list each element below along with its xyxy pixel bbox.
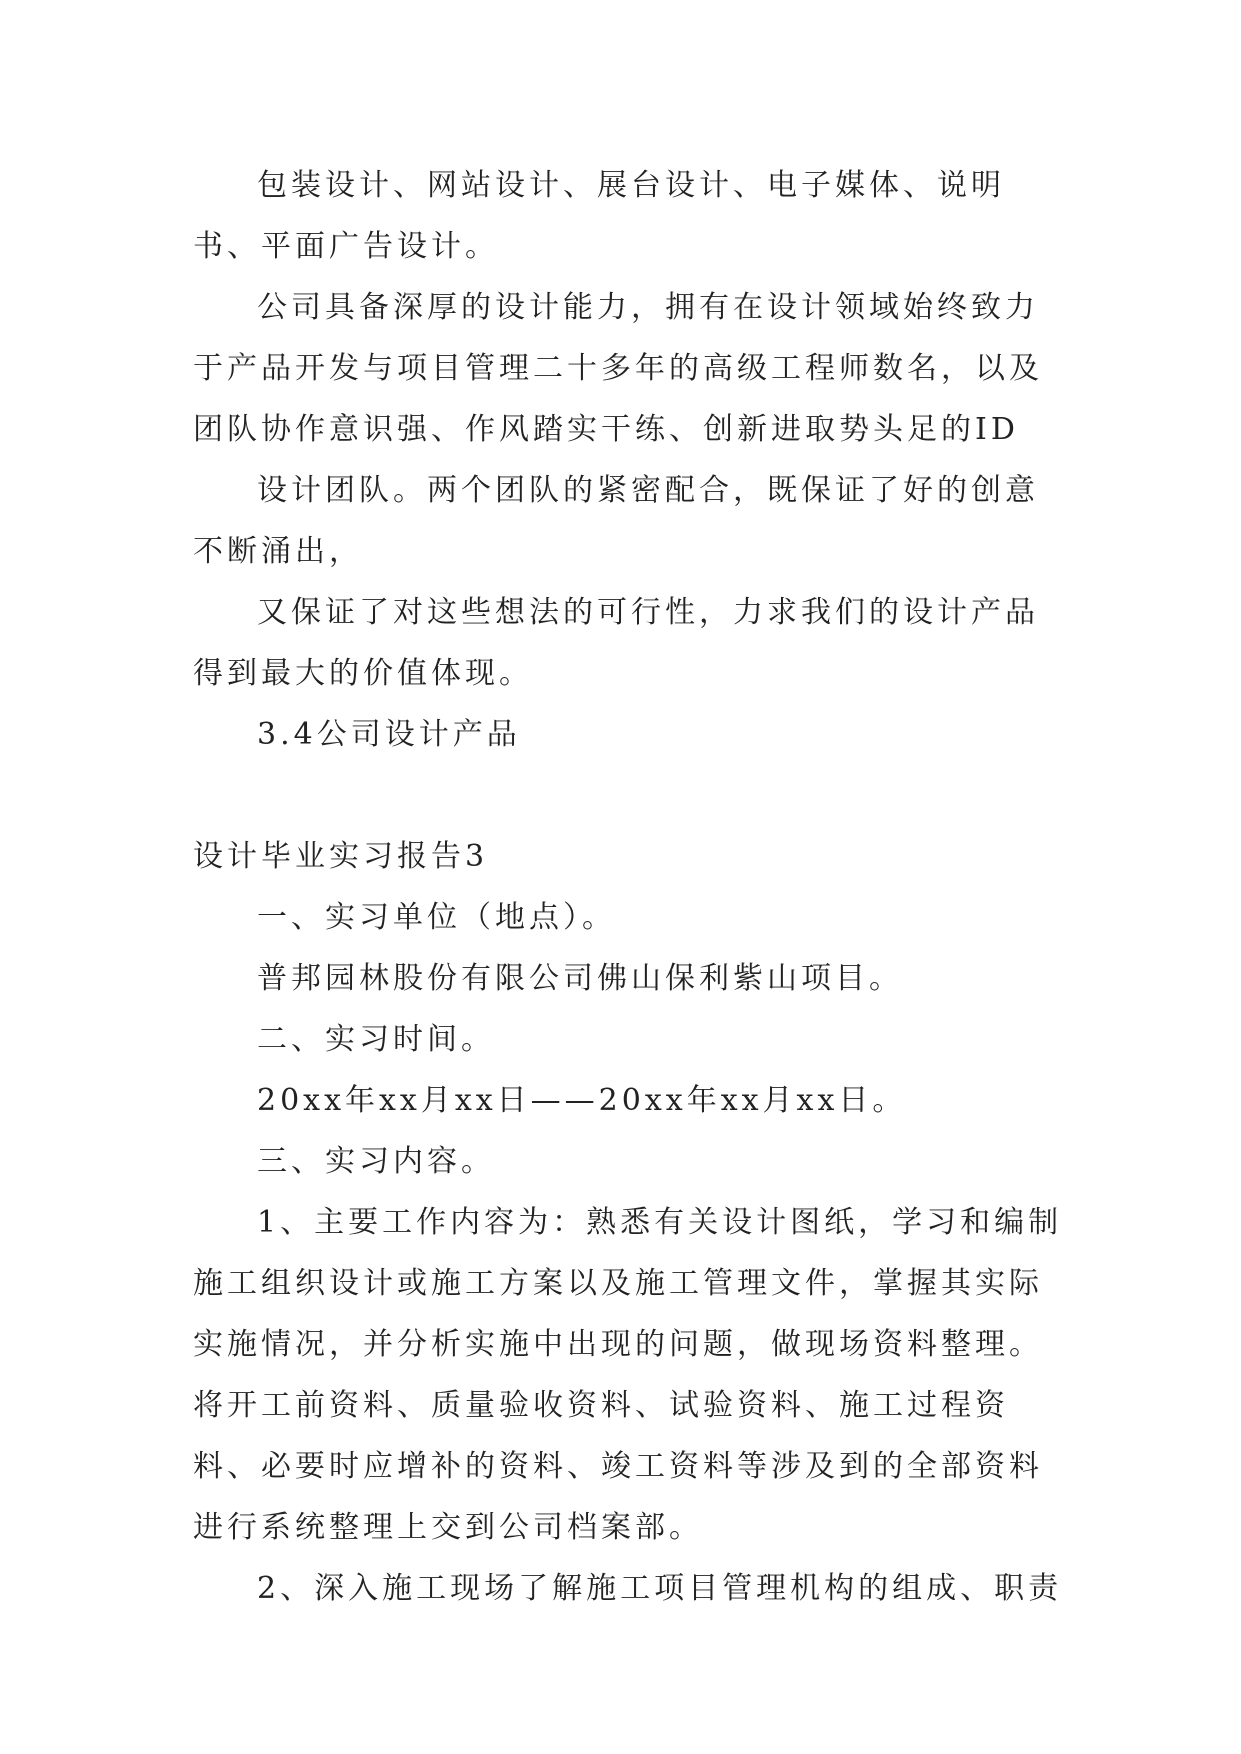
document-body: [193, 155, 1063, 1619]
section-title: 设计毕业实习报告3: [193, 839, 489, 874]
subsection-heading: 3.4公司设计产品: [257, 717, 521, 752]
item-time-range: 20xx年xx月xx日——20xx年xx月xx日。: [257, 1083, 907, 1118]
section-gap: [193, 765, 1063, 826]
item-unit-name: 普邦园林股份有限公司佛山保利紫山项目。: [257, 961, 903, 996]
item-internship-time: 二、实习时间。: [257, 1022, 495, 1057]
item-site-management: 2、深入施工现场了解施工项目管理机构的组成、职责: [257, 1571, 1063, 1606]
item-main-work: 1、主要工作内容为：熟悉有关设计图纸，学习和编制施工组织设计或施工方案以及施工管理文件，掌握其实际实施情况，并分析实施中出现的问题，做现场资料整理。将开工前资料、质量验收资料、试验资料、施工过程资料、必要时应增补的资料、竣工资料等涉及到的全部资料进行系统整理上交到公司档案部。: [193, 1205, 1063, 1545]
paragraph-design-scope: 包装设计、网站设计、展台设计、电子媒体、说明书、平面广告设计。: [193, 168, 1005, 264]
item-internship-unit: 一、实习单位（地点）。: [257, 900, 616, 935]
paragraph-design-team: 设计团队。两个团队的紧密配合，既保证了好的创意不断涌出，: [193, 473, 1039, 569]
item-internship-content: 三、实习内容。: [257, 1144, 495, 1179]
paragraph-feasibility: 又保证了对这些想法的可行性，力求我们的设计产品得到最大的价值体现。: [193, 595, 1039, 691]
paragraph-company-capability: 公司具备深厚的设计能力，拥有在设计领域始终致力于产品开发与项目管理二十多年的高级工程师数名，以及团队协作意识强、作风踏实干练、创新进取势头足的ID: [193, 290, 1043, 447]
